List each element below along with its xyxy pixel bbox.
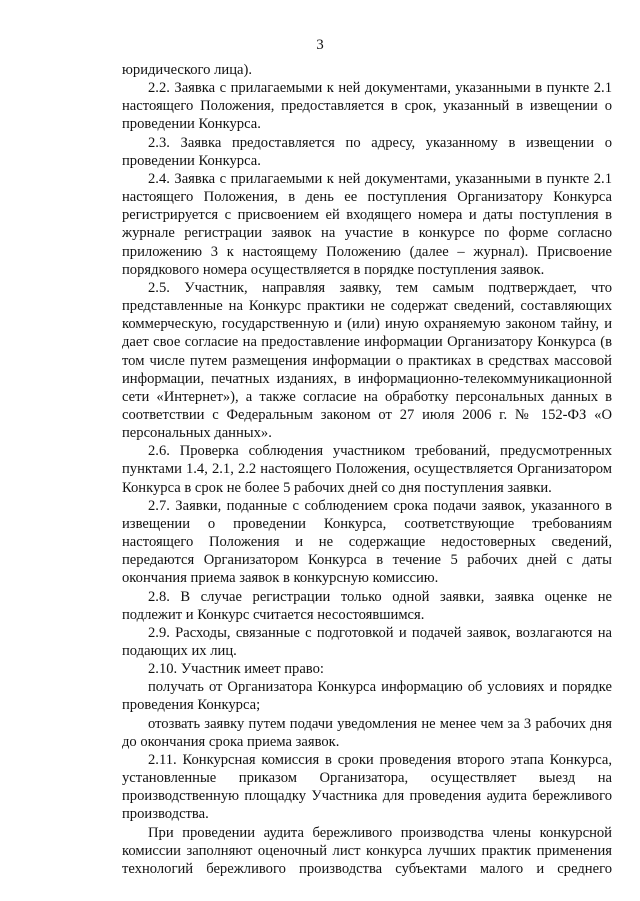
- paragraph-continuation: юридического лица).: [122, 62, 253, 78]
- paragraph-2-8: 2.8. В случае регистрации только одной заявки, заявка оценке не подлежит и Конкурс считается несостоявшимся.: [122, 588, 612, 623]
- paragraph-2-7: 2.7. Заявки, поданные с соблюдением срока подачи заявок, указанного в извещении о проведении Конкурса, соответствующие требованиям настоящего Положения и не содержащие недостоверных сведений, передаются Организатором Конкурса в течение 5 рабочих дней с даты окончания приема заявок в конкурсную комиссию.: [122, 497, 612, 587]
- paragraph-2-6: 2.6. Проверка соблюдения участником требований, предусмотренных пунктами 1.4, 2.1, 2.2 настоящего Положения, осуществляется Организатором Конкурса в срок не более 5 рабочих дней со дня поступления заявки.: [122, 443, 612, 496]
- paragraph-2-3: 2.3. Заявка предоставляется по адресу, указанному в извещении о проведении Конкурса.: [122, 134, 612, 169]
- paragraph-right-info: получать от Организатора Конкурса информацию об условиях и порядке проведения Конкурса;: [122, 679, 612, 714]
- page-number: 3: [316, 37, 324, 53]
- paragraph-right-withdraw: отозвать заявку путем подачи уведомления не менее чем за 3 рабочих дня до окончания срока приема заявок.: [122, 715, 612, 750]
- paragraph-audit: При проведении аудита бережливого производства члены конкурсной комиссии заполняют оценочный лист конкурса лучших практик применения технологий бережливого производства субъектами малого и среднего: [122, 824, 612, 877]
- paragraph-2-11: 2.11. Конкурсная комиссия в сроки проведения второго этапа Конкурса, установленные приказом Организатора, осуществляет выезд на производственную площадку Участника для проведения аудита бережливого производства.: [122, 751, 612, 823]
- paragraph-2-2: 2.2. Заявка с прилагаемыми к ней документами, указанными в пункте 2.1 настоящего Положения, предоставляется в срок, указанный в извещении о проведении Конкурса.: [122, 80, 612, 133]
- paragraph-2-4: 2.4. Заявка с прилагаемыми к ней документами, указанными в пункте 2.1 настоящего Положения, в день ее поступления Организатору Конкурса регистрируется с присвоением ей входящего номера и даты поступления в журнале регистрации заявок на участие в конкурсе по форме согласно приложению 3 к настоящему Положению (далее – журнал). Присвоение порядкового номера осуществляется в порядке поступления заявок.: [122, 170, 612, 278]
- paragraph-2-10: 2.10. Участник имеет право:: [148, 661, 324, 678]
- paragraph-2-5: 2.5. Участник, направляя заявку, тем самым подтверждает, что представленные на Конкурс практики не содержат сведений, составляющих коммерческую, государственную и (или) иную охраняемую законом тайну, и дает свое согласие на предоставление информации Организатору Конкурса (в том числе путем размещения информации о практиках в средствах массовой информации, печатных изданиях, в информационно-телекоммуникационной сети «Интернет»), а также согласие на обработку персональных данных в соответствии с Федеральным законом от 27 июля 2006 г. № 152-ФЗ «О персональных данных».: [122, 279, 612, 442]
- document-body: [122, 61, 612, 878]
- paragraph-2-9: 2.9. Расходы, связанные с подготовкой и подачей заявок, возлагаются на подающих их лиц.: [122, 624, 612, 659]
